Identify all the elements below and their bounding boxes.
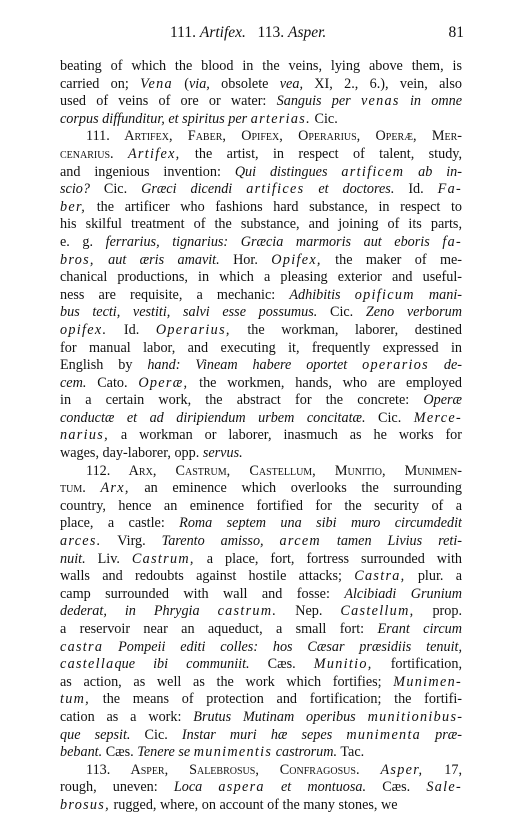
smallcaps-heading: 113. Asper, Salebrosus, Confragosus. bbox=[86, 761, 360, 778]
page-body bbox=[60, 58, 462, 815]
spaced-latin-term: Castra, bbox=[354, 568, 406, 585]
running-title bbox=[170, 24, 326, 42]
smallcaps-heading: 112. Arx, Castrum, Castellum, Munitio, Munimen- bbox=[86, 462, 462, 479]
spaced-latin-term: castra bbox=[60, 638, 104, 655]
text-line bbox=[60, 691, 462, 709]
italic-text: Alcibiadi Grunium bbox=[344, 585, 462, 602]
text-line bbox=[60, 58, 462, 76]
text-line bbox=[60, 146, 462, 164]
text-run: Cic. bbox=[365, 409, 414, 426]
text-line bbox=[60, 797, 462, 815]
italic-text: servus. bbox=[202, 445, 243, 462]
smallcaps-heading: 111. Artifex, Faber, Opifex, Operarius, Operæ, Mer- bbox=[86, 128, 462, 145]
text-run: Cæs. bbox=[249, 656, 314, 673]
italic-text: Brutus Mutinam operibus bbox=[193, 708, 368, 725]
text-run: as action, as well as the work which fortifies; bbox=[60, 673, 394, 690]
text-run: XI, 2., 6.), vein, also bbox=[303, 75, 462, 92]
running-entry-b: 113. bbox=[257, 24, 285, 41]
text-line bbox=[60, 709, 462, 727]
text-run: ness are requisite, a mechanic: bbox=[60, 286, 290, 303]
spaced-latin-term: Opifex, bbox=[271, 251, 322, 268]
text-line bbox=[60, 252, 462, 270]
spaced-latin-term: Munimen- bbox=[393, 673, 462, 690]
text-line bbox=[60, 304, 462, 322]
spaced-latin-term: arterias. bbox=[250, 110, 311, 127]
text-line bbox=[60, 727, 462, 745]
text-line bbox=[60, 111, 462, 129]
text-line bbox=[60, 568, 462, 586]
spaced-latin-term: venas bbox=[360, 93, 400, 110]
text-run: Cic. bbox=[310, 110, 338, 127]
spaced-latin-term: aspera bbox=[218, 779, 265, 796]
italic-text: ab in- bbox=[404, 163, 462, 180]
italic-text: Roma septem una sibi muro circumdedit bbox=[179, 515, 462, 532]
spaced-latin-term: bros, bbox=[60, 251, 95, 268]
text-line bbox=[60, 445, 462, 463]
spaced-latin-term: tum, bbox=[60, 691, 91, 708]
text-run: plur. a bbox=[405, 568, 462, 585]
italic-text: tamen Livius reti- bbox=[320, 533, 462, 550]
text-run bbox=[114, 146, 128, 162]
text-run: Hor. bbox=[219, 251, 272, 268]
text-run: for manual labor, and executing it, frequently expressed in bbox=[60, 339, 462, 356]
spaced-latin-term: Sale- bbox=[426, 779, 462, 796]
italic-text: Tarento amisso, bbox=[161, 533, 280, 550]
text-line bbox=[60, 779, 462, 797]
running-word-b: Asper. bbox=[287, 24, 327, 41]
spaced-latin-term: Artifex, bbox=[127, 145, 181, 162]
italic-text: Erant circum bbox=[377, 621, 462, 637]
italic-text: in omne bbox=[399, 93, 462, 110]
text-line bbox=[60, 392, 462, 410]
text-line bbox=[60, 164, 462, 182]
text-run: obsolete bbox=[209, 75, 280, 92]
text-run: Id. bbox=[107, 321, 156, 338]
italic-text: Zeno verborum bbox=[365, 304, 462, 321]
smallcaps-heading: cenarius. bbox=[60, 145, 114, 162]
italic-text: aut æris amavit. bbox=[94, 251, 220, 268]
spaced-latin-term: Asper, bbox=[380, 761, 424, 778]
text-run: carried on; bbox=[60, 75, 141, 92]
text-line bbox=[60, 234, 462, 252]
spaced-latin-term: brosus, bbox=[60, 796, 110, 813]
text-line bbox=[60, 656, 462, 674]
text-line bbox=[60, 128, 462, 146]
text-run: Cæs. bbox=[366, 779, 427, 796]
text-line bbox=[60, 674, 462, 692]
italic-text: bebant. bbox=[60, 744, 103, 761]
text-run: a place, fort, fortress surrounded with bbox=[194, 550, 462, 567]
running-header bbox=[60, 18, 464, 48]
italic-text: via, bbox=[188, 75, 210, 92]
text-line bbox=[60, 603, 462, 621]
text-run: fortification, bbox=[372, 656, 462, 673]
text-run: rough, uneven: bbox=[60, 779, 174, 796]
text-run: ( bbox=[172, 75, 189, 92]
italic-text: hand: Vineam habere oportet bbox=[147, 357, 363, 374]
text-run: the artist, in respect of talent, study, bbox=[180, 145, 462, 162]
italic-text: Adhibitis bbox=[289, 286, 355, 303]
spaced-latin-term: ber, bbox=[60, 198, 87, 215]
italic-text: Qui distingues bbox=[234, 163, 342, 180]
text-run: cation as a work: bbox=[60, 708, 194, 725]
text-line bbox=[60, 287, 462, 305]
spaced-latin-term: Operarius, bbox=[155, 321, 231, 338]
text-line bbox=[60, 498, 462, 516]
smallcaps-heading: tum. bbox=[60, 480, 86, 497]
text-run: an eminence which overlooks the surrounding bbox=[129, 480, 462, 497]
italic-text: et montuosa. bbox=[264, 779, 367, 796]
italic-text: castrorum. bbox=[272, 744, 338, 761]
text-run: Cic. bbox=[317, 304, 366, 321]
text-run: country, hence an eminence fortified for the security of a bbox=[60, 497, 462, 514]
text-line bbox=[60, 621, 462, 639]
text-run: camp surrounded with wall and fosse: bbox=[60, 585, 345, 602]
italic-text: de- bbox=[428, 357, 462, 374]
text-run: Nep. bbox=[277, 603, 341, 620]
text-run: a workman or laborer, inasmuch as he works for bbox=[108, 427, 462, 444]
text-run: place, a castle: bbox=[60, 515, 180, 532]
spaced-latin-term: artifices bbox=[246, 181, 305, 198]
italic-text: Loca bbox=[173, 779, 219, 796]
text-line bbox=[60, 480, 462, 498]
italic-text: Tenere se bbox=[137, 744, 194, 761]
text-run: the artificer who fashions hard substance, in respect to bbox=[86, 198, 462, 215]
italic-text: conductæ et ad diripiendum urbem concitatæ. bbox=[60, 409, 366, 426]
text-line bbox=[60, 533, 462, 551]
italic-text: vea, bbox=[279, 75, 303, 92]
text-run: e. g. bbox=[60, 233, 106, 250]
italic-text: scio? bbox=[60, 181, 90, 198]
spaced-latin-term: arcem bbox=[279, 533, 321, 550]
text-run: prop. bbox=[414, 603, 462, 620]
text-run: Cato. bbox=[86, 374, 139, 391]
running-word-a: Artifex. bbox=[199, 24, 246, 41]
text-line bbox=[60, 463, 462, 481]
italic-text: que ibi communiit. bbox=[114, 656, 250, 673]
text-line bbox=[60, 269, 462, 287]
text-run: Virg. bbox=[101, 533, 162, 550]
text-line bbox=[60, 515, 462, 533]
running-entry-a: 111. bbox=[170, 24, 196, 41]
spaced-latin-term: fa- bbox=[442, 233, 462, 250]
text-run: rugged, where, on account of the many stones, we bbox=[109, 796, 398, 813]
text-run: English by bbox=[60, 357, 148, 374]
text-run: and ingenious invention: bbox=[60, 163, 235, 180]
page-number: 81 bbox=[448, 24, 464, 41]
spaced-latin-term: Castrum, bbox=[131, 550, 195, 567]
text-line bbox=[60, 410, 462, 428]
text-line bbox=[60, 744, 462, 762]
text-run: Id. bbox=[394, 181, 438, 198]
spaced-latin-term: artificem bbox=[341, 163, 405, 180]
italic-text: Instar muri hæ sepes bbox=[181, 726, 347, 743]
text-run: the workmen, hands, who are employed bbox=[188, 374, 462, 391]
text-line bbox=[60, 340, 462, 358]
italic-text: bus tecti, vestiti, salvi esse possumus. bbox=[60, 304, 318, 321]
italic-text: Sanguis per bbox=[276, 93, 361, 110]
italic-text: mani- bbox=[414, 286, 462, 303]
text-line bbox=[60, 375, 462, 393]
text-line bbox=[60, 199, 462, 217]
italic-text: Græci dicendi bbox=[141, 181, 247, 198]
italic-text: Operæ bbox=[423, 392, 462, 409]
text-line bbox=[60, 586, 462, 604]
spaced-latin-term: Vena bbox=[140, 75, 173, 92]
italic-text: et doctores. bbox=[304, 181, 395, 198]
text-run: the means of protection and fortification; the fortifi- bbox=[90, 691, 462, 708]
text-line bbox=[60, 357, 462, 375]
text-run: his skilful treatment of the substance, and joining of its parts, bbox=[60, 216, 462, 233]
text-run: Tac. bbox=[337, 744, 365, 761]
text-line bbox=[60, 639, 462, 657]
spaced-latin-term: opifex. bbox=[60, 321, 108, 338]
spaced-latin-term: Castellum, bbox=[340, 603, 415, 620]
text-run: 17, bbox=[423, 761, 462, 778]
text-line bbox=[60, 181, 462, 199]
text-run: Liv. bbox=[85, 550, 132, 567]
text-line bbox=[60, 551, 462, 569]
spaced-latin-term: arces. bbox=[60, 533, 102, 550]
spaced-latin-term: castella bbox=[60, 656, 115, 673]
spaced-latin-term: Operæ, bbox=[138, 374, 189, 391]
italic-text: corpus diffunditur, et spiritus per bbox=[60, 110, 251, 127]
spaced-latin-term: Merce- bbox=[413, 409, 462, 426]
text-run: Cic. bbox=[130, 726, 182, 743]
spaced-latin-term: Fa- bbox=[437, 181, 462, 198]
text-run: used of veins of ore or water: bbox=[60, 93, 277, 110]
spaced-latin-term: munitionibus bbox=[367, 708, 458, 725]
spaced-latin-term: Munitio, bbox=[313, 656, 373, 673]
text-line bbox=[60, 76, 462, 94]
text-line bbox=[60, 93, 462, 111]
italic-text: dederat, in Phrygia bbox=[60, 603, 218, 620]
text-line bbox=[60, 216, 462, 234]
text-run: chanical productions, in which a pleasing exterior and useful- bbox=[60, 269, 462, 286]
text-run: walls and redoubts against hostile attacks; bbox=[60, 568, 355, 585]
spaced-latin-term: munimentis bbox=[193, 744, 273, 761]
text-run: wages, day-laborer, opp. bbox=[60, 445, 203, 462]
text-run bbox=[86, 480, 101, 496]
spaced-latin-term: munimenta bbox=[346, 726, 422, 743]
spaced-latin-term: narius, bbox=[60, 427, 109, 444]
italic-text: nuit. bbox=[60, 550, 86, 567]
text-run: Cic. bbox=[89, 181, 142, 198]
italic-text: - bbox=[457, 708, 462, 725]
italic-text: cem. bbox=[60, 374, 87, 391]
italic-text: præ- bbox=[421, 726, 462, 743]
text-line bbox=[60, 322, 462, 340]
spaced-latin-term: castrum. bbox=[217, 603, 278, 620]
text-line bbox=[60, 762, 462, 780]
spaced-latin-term: opificum bbox=[354, 286, 415, 303]
text-run: Cæs. bbox=[102, 744, 138, 761]
italic-text: ferrarius, tignarius: Græcia marmoris aut eboris bbox=[105, 233, 443, 250]
text-line bbox=[60, 427, 462, 445]
text-run: a reservoir near an aqueduct, a small fort: bbox=[60, 621, 378, 637]
text-run: in a certain work, the abstract for the concrete: bbox=[60, 392, 424, 409]
text-run: the workman, laborer, destined bbox=[230, 321, 462, 338]
italic-text: que sepsit. bbox=[60, 726, 131, 743]
spaced-latin-term: operarios bbox=[362, 357, 429, 374]
text-run bbox=[360, 762, 381, 778]
text-run: beating of which the blood in the veins, lying above them, is bbox=[60, 58, 462, 74]
spaced-latin-term: Arx, bbox=[100, 480, 130, 497]
text-run: the maker of me- bbox=[321, 251, 462, 268]
italic-text: Pompeii editi colles: hos Cæsar præsidiis tenuit, bbox=[103, 638, 462, 655]
